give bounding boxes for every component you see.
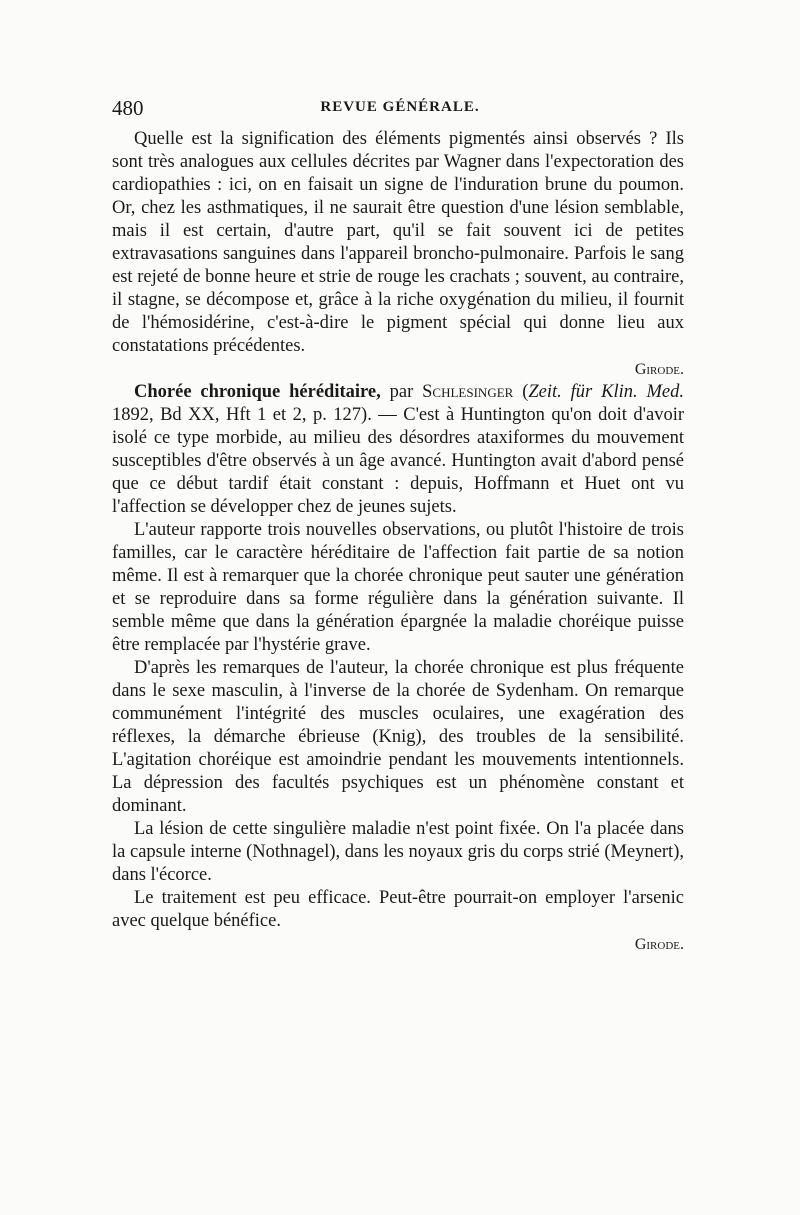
signature: Girode. (634, 361, 684, 378)
page-number: 480 (112, 96, 144, 120)
running-title: REVUE GÉNÉRALE. (320, 99, 480, 115)
running-head (112, 96, 688, 126)
body-text (112, 128, 684, 956)
paragraph-pigment: Quelle est la signification des éléments pigmentés ainsi observés ? Ils sont très analogues aux cellules décrites par Wagner dans l'expectoration des cardiopathies : ici, on en faisait un signe de l'induration brune du poumon. Or, chez les asthmatiques, il ne saurait être question d'une lésion semblable, mais il est certain, d'autre part, qu'il se fait souvent ici de petites extravasations sanguines dans l'appareil broncho-pulmonaire. Parfois le sang est rejeté de bonne heure et strie de rouge les crachats ; souvent, au contraire, il stagne, se décompose et, grâce à la riche oxygénation du milieu, il fournit de l'hémosidérine, c'est-à-dire le pigment spécial qui donne lieu aux constatations précédentes. (112, 129, 684, 356)
ref-open: ( (513, 382, 529, 402)
article-title: Chorée chronique héréditaire, (134, 382, 381, 402)
reference-and-intro: 1892, Bd XX, Hft 1 et 2, p. 127). — C'est à Huntington qu'on doit d'avoir isolé ce type morbide, au milieu des désordres ataxiformes du mouvement susceptibles d'être observés à un âge avancé. Huntington avait d'abord pensé que ce début tardif était constant : depuis, Hoffmann et Huet ont vu l'affection se développer chez de jeunes sujets. (112, 405, 684, 517)
paragraph: La lésion de cette singulière maladie n'est point fixée. On l'a placée dans la capsule interne (Nothnagel), dans les noyaux gris du corps strié (Meynert), dans l'écorce. (112, 819, 684, 885)
par-text: par (380, 382, 423, 402)
journal-name: Zeit. für Klin. Med. (528, 382, 684, 402)
paragraph: D'après les remarques de l'auteur, la chorée chronique est plus fréquente dans le sexe masculin, à l'inverse de la chorée de Sydenham. On remarque communément l'intégrité des muscles oculaires, une exagération des réflexes, la démarche ébrieuse (Knig), des troubles de la sensibilité. L'agitation choréique est amoindrie pendant les mouvements intentionnels. La dépression des facultés psychiques est un phénomène constant et dominant. (112, 658, 684, 816)
paragraph: Le traitement est peu efficace. Peut-être pourrait-on employer l'arsenic avec quelque bénéfice. (112, 888, 684, 931)
paragraph: L'auteur rapporte trois nouvelles observations, ou plutôt l'histoire de trois familles, car le caractère héréditaire de l'affection fait partie de sa notion même. Il est à remarquer que la chorée chronique peut sauter une génération et se reproduire dans sa forme régulière dans la génération suivante. Il semble même que dans la génération épargnée la maladie choréique puisse être remplacée par l'hystérie grave. (112, 520, 684, 655)
article-intro (112, 381, 684, 519)
signature: Girode. (634, 936, 684, 953)
article-author: Schlesinger (422, 382, 514, 402)
